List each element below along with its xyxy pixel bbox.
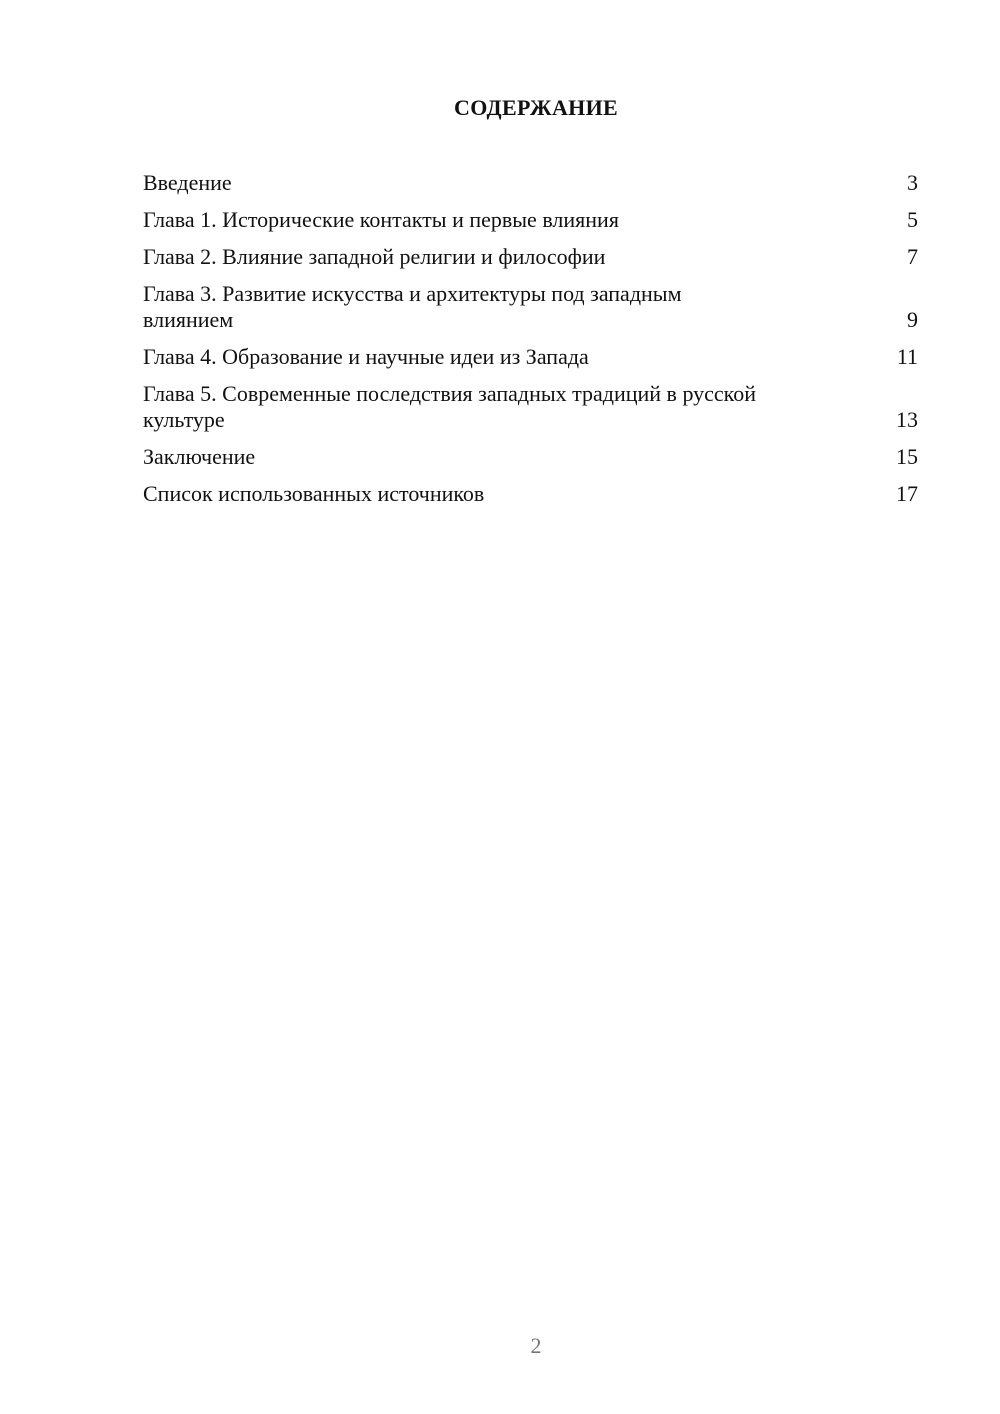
toc-entry-title: Заключение bbox=[143, 444, 256, 469]
toc-entry-title: Глава 1. Исторические контакты и первые влияния bbox=[143, 207, 619, 232]
page-title: СОДЕРЖАНИЕ bbox=[454, 95, 618, 120]
toc-entry-references bbox=[143, 481, 918, 507]
toc-entry-page: 13 bbox=[896, 407, 918, 432]
toc-entry-page: 7 bbox=[907, 244, 918, 269]
toc-entry-introduction bbox=[143, 170, 918, 196]
toc-entry-title: Список использованных источников bbox=[143, 481, 485, 506]
toc-entry-title: Глава 3. Развитие искусства и архитектуры под западным влиянием bbox=[143, 281, 682, 332]
toc-entry-chapter-5 bbox=[143, 381, 918, 433]
toc-entry-title: Введение bbox=[143, 170, 232, 195]
toc-entry-chapter-3 bbox=[143, 281, 918, 333]
toc-entry-page: 9 bbox=[907, 307, 918, 332]
toc-entry-page: 17 bbox=[896, 481, 918, 506]
toc-entry-chapter-1 bbox=[143, 207, 918, 233]
page-number: 2 bbox=[530, 1333, 542, 1358]
table-of-contents bbox=[143, 170, 918, 518]
toc-entry-title: Глава 5. Современные последствия западных традиций в русской культуре bbox=[143, 381, 757, 432]
toc-entry-title: Глава 2. Влияние западной религии и философии bbox=[143, 244, 606, 269]
toc-entry-conclusion bbox=[143, 444, 918, 470]
toc-entry-chapter-2 bbox=[143, 244, 918, 270]
toc-entry-page: 3 bbox=[907, 170, 918, 195]
toc-entry-title: Глава 4. Образование и научные идеи из Запада bbox=[143, 344, 589, 369]
toc-entry-chapter-4 bbox=[143, 344, 918, 370]
toc-entry-page: 11 bbox=[896, 344, 918, 369]
toc-entry-page: 5 bbox=[907, 207, 918, 232]
toc-entry-page: 15 bbox=[896, 444, 918, 469]
